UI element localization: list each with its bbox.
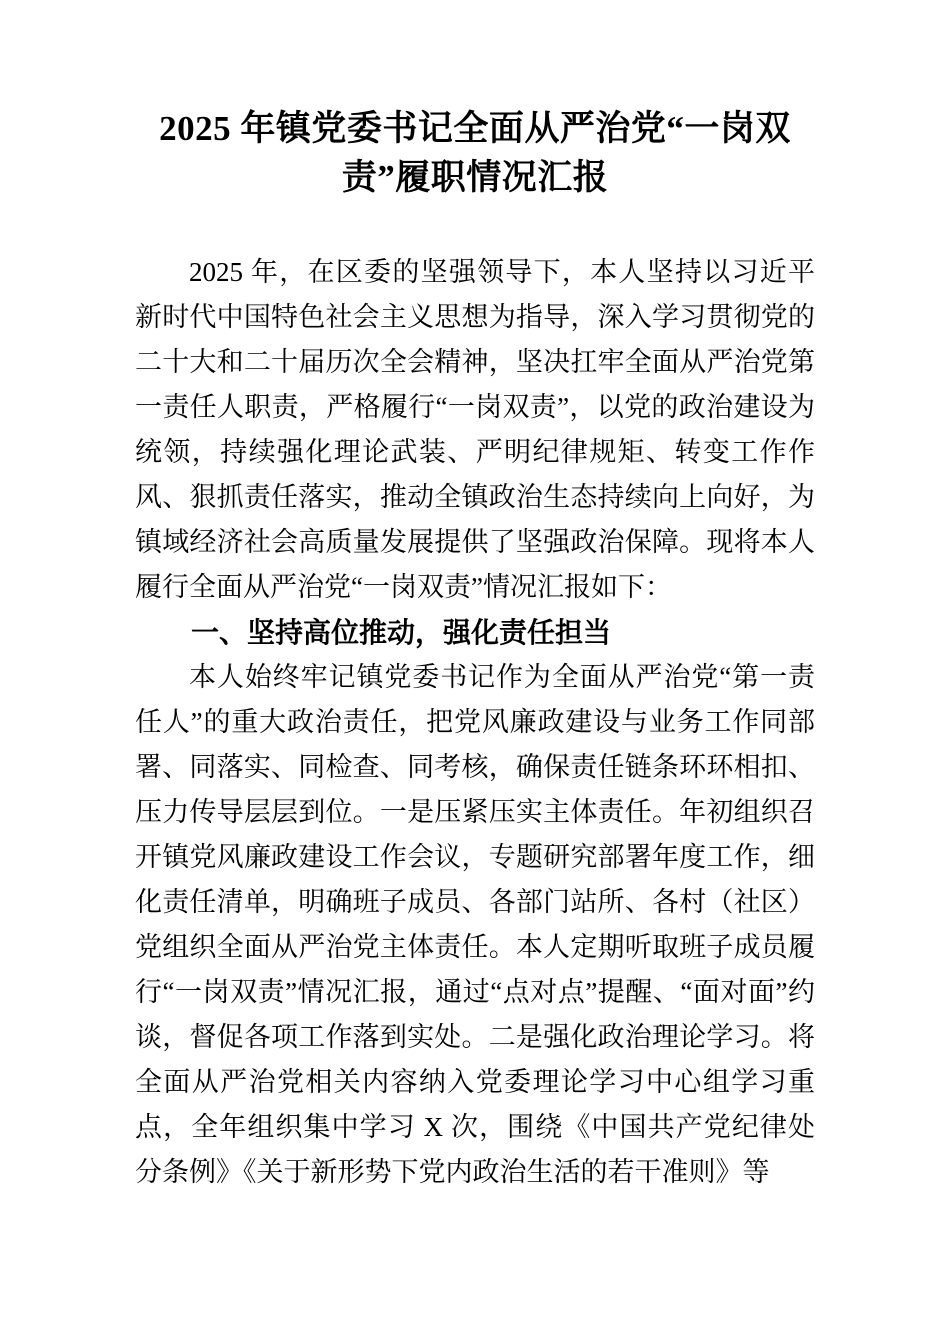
section-1-heading: 一、坚持高位推动，强化责任担当 [191, 617, 612, 648]
document-title: 2025 年镇党委书记全面从严治党“一岗双责”履职情况汇报 [159, 109, 791, 197]
intro-paragraph: 2025 年，在区委的坚强领导下，本人坚持以习近平新时代中国特色社会主义思想为指导，深入学习贯彻党的二十大和二十届历次全会精神，坚决扛牢全面从严治党第一责任人职责，严格履行“一岗双责”，以党的政治建设为统领，持续强化理论武装、严明纪律规矩、转变工作作风、狠抓责任落实，推动全镇政治生态持续向上向好，为镇域经济社会高质量发展提供了坚强政治保障。现将本人履行全面从严治党“一岗双责”情况汇报如下： [135, 257, 815, 602]
section-1-paragraph: 本人始终牢记镇党委书记作为全面从严治党“第一责任人”的重大政治责任，把党风廉政建设与业务工作同部署、同落实、同检查、同考核，确保责任链条环环相扣、压力传导层层到位。一是压紧压实主体责任。年初组织召开镇党风廉政建设工作会议，专题研究部署年度工作，细化责任清单，明确班子成员、各部门站所、各村（社区）党组织全面从严治党主体责任。本人定期听取班子成员履行“一岗双责”情况汇报，通过“点对点”提醒、“面对面”约谈，督促各项工作落到实处。二是强化政治理论学习。将全面从严治党相关内容纳入党委理论学习中心组学习重点，全年组织集中学习 X 次，围绕《中国共产党纪律处分条例》《关于新形势下党内政治生活的若干准则》等 [135, 662, 815, 1187]
